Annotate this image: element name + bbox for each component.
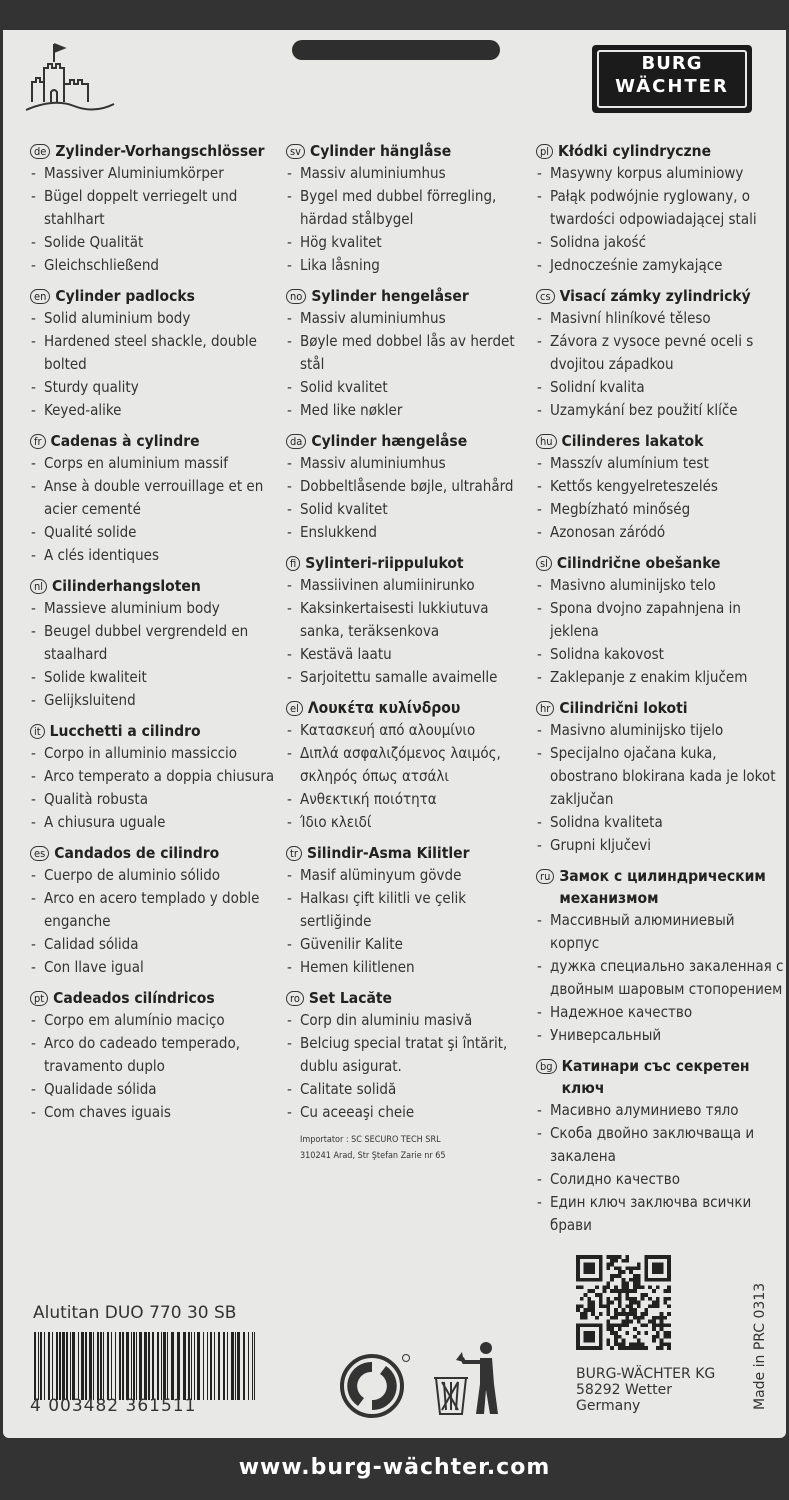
qr-code	[576, 1255, 671, 1350]
feature-item: - Corpo in alluminio massiccio	[30, 742, 280, 765]
section-heading	[30, 987, 280, 1009]
lang-section-en	[30, 285, 280, 422]
barcode-bar	[78, 1332, 79, 1400]
feature-item: - Arco do cadeado temperado, travamento duplo	[30, 1032, 280, 1078]
feature-item: - Corp din aluminiu masivă	[286, 1009, 536, 1032]
feature-item: - Calidad sólida	[30, 933, 280, 956]
section-title: Cilinderes lakatok	[561, 432, 704, 450]
section-title: Замок с цилиндрическим механизмом	[559, 867, 766, 907]
barcode-bar	[254, 1332, 255, 1400]
barcode-bar	[56, 1332, 58, 1400]
language-code-badge: bg	[536, 1059, 557, 1074]
feature-item: - Masivno aluminijsko telo	[536, 574, 786, 597]
feature-item: - Solid kvalitet	[286, 376, 536, 399]
section-title: Cylinder padlocks	[55, 287, 195, 305]
feature-item: - Solid kvalitet	[286, 498, 536, 521]
barcode-bar	[183, 1332, 186, 1400]
lang-section-ro	[286, 987, 536, 1124]
section-title: Silindir-Asma Kilitler	[306, 844, 470, 862]
language-column-3	[536, 140, 786, 1245]
feature-item: - Kettős kengyelreteszelés	[536, 475, 786, 498]
feature-item: - Pałąk podwójnie ryglowany, o twardości odpowiadającej stali	[536, 185, 786, 231]
feature-item: - Anse à double verrouillage et en acier cementé	[30, 475, 280, 521]
lang-section-da	[286, 430, 536, 544]
section-title: Candados de cilindro	[54, 844, 220, 862]
section-title: Sylinteri-riippulukot	[305, 554, 464, 572]
language-code-badge: fi	[286, 556, 300, 571]
feature-item: - Ανθεκτική ποιότητα	[286, 788, 536, 811]
barcode-bar	[131, 1332, 132, 1400]
section-title: Cilindrične obešanke	[556, 554, 721, 572]
feature-item: - Massiv aluminiumhus	[286, 452, 536, 475]
feature-item: - Kaksinkertaisesti lukkiutuva sanka, teräksenkova	[286, 597, 536, 643]
language-code-badge: it	[30, 724, 45, 739]
feature-item: - Spona dvojno zapahnjena in jeklena	[536, 597, 786, 643]
barcode-bar	[44, 1332, 45, 1400]
feature-item: - Gelijksluitend	[30, 689, 280, 712]
feature-item: - Grupni ključevi	[536, 834, 786, 857]
section-title: Sylinder hengelåser	[311, 287, 469, 305]
language-code-badge: ru	[536, 869, 554, 884]
language-code-badge: ro	[286, 991, 304, 1006]
feature-item: - Masivno aluminijsko tijelo	[536, 719, 786, 742]
feature-item: - Kestävä laatu	[286, 643, 536, 666]
feature-item: - Con llave igual	[30, 956, 280, 979]
lang-section-fi	[286, 552, 536, 689]
feature-item: - Masivní hliníkové těleso	[536, 307, 786, 330]
company-address	[576, 1366, 715, 1414]
feature-item: - Solidna kvaliteta	[536, 811, 786, 834]
lang-section-sl	[536, 552, 786, 689]
feature-item: - Hardened steel shackle, double bolted	[30, 330, 280, 376]
section-title: Λουκέτα κυλίνδρου	[307, 699, 461, 717]
feature-item: - Uzamykání bez použití klíče	[536, 399, 786, 422]
section-title: Zylinder-Vorhangschlösser	[55, 142, 265, 160]
language-column-2	[286, 140, 536, 1164]
lang-section-cs	[536, 285, 786, 422]
barcode-bar	[152, 1332, 154, 1400]
feature-item: - Specijalno ojačana kuka, obostrano blokirana kada je lokot zaključan	[536, 742, 786, 811]
language-code-badge: sv	[286, 144, 305, 159]
section-title: Set Lacăte	[308, 989, 393, 1007]
lang-section-es	[30, 842, 280, 979]
feature-item: - Bügel doppelt verriegelt und stahlhart	[30, 185, 280, 231]
barcode-bar	[119, 1332, 121, 1400]
feature-item: - Massiv aluminiumhus	[286, 307, 536, 330]
feature-item: - Διπλά ασφαλιζόμενος λαιμός, σκληρός όπως ατσάλι	[286, 742, 536, 788]
language-column-1	[30, 140, 280, 1132]
language-code-badge: no	[286, 289, 306, 304]
barcode-bar	[48, 1332, 50, 1400]
feature-item: - Масивно алуминиево тяло	[536, 1099, 786, 1122]
feature-item: - дужка специально закаленная с двойным шаровым стопорением	[536, 955, 786, 1001]
barcode-bar	[227, 1332, 228, 1400]
section-heading	[286, 987, 536, 1009]
feature-item: - Corpo em alumínio maciço	[30, 1009, 280, 1032]
company-country: Germany	[576, 1398, 641, 1414]
lang-section-sv	[286, 140, 536, 277]
feature-item: - Halkası çift kilitli ve çelik sertliğinde	[286, 887, 536, 933]
feature-item: - Массивный алюминиевый корпус	[536, 909, 786, 955]
product-model: Alutitan DUO 770 30 SB	[33, 1303, 237, 1323]
barcode-bar	[139, 1332, 142, 1400]
section-title: Lucchetti a cilindro	[49, 722, 201, 740]
barcode-bar	[188, 1332, 190, 1400]
language-code-badge: tr	[286, 846, 302, 861]
barcode-bar	[66, 1332, 68, 1400]
section-heading	[536, 285, 786, 307]
feature-item: - Qualità robusta	[30, 788, 280, 811]
barcode-bar	[194, 1332, 195, 1400]
barcode-bar	[252, 1332, 253, 1400]
website-url: www.burg-wächter.com	[238, 1455, 551, 1480]
barcode-bar	[89, 1332, 92, 1400]
feature-item: - Qualité solide	[30, 521, 280, 544]
made-in-text: Made in PRC 0313	[752, 1282, 768, 1410]
section-heading	[30, 575, 280, 597]
section-heading	[536, 865, 786, 909]
feature-item: - Един ключ заключва всички брави	[536, 1191, 786, 1237]
feature-item: - Zaklepanje z enakim ključem	[536, 666, 786, 689]
barcode-bar	[40, 1332, 42, 1400]
green-dot-icon	[338, 1350, 410, 1420]
feature-item: - Keyed-alike	[30, 399, 280, 422]
feature-item: - Massiv aluminiumhus	[286, 162, 536, 185]
barcode-bar	[107, 1332, 109, 1400]
feature-item: - Med like nøkler	[286, 399, 536, 422]
barcode-bar	[214, 1332, 215, 1400]
barcode-bar	[126, 1332, 129, 1400]
language-code-badge: de	[30, 144, 50, 159]
lang-section-tr	[286, 842, 536, 979]
feature-item: - Cu aceeaşi cheie	[286, 1101, 536, 1124]
feature-item: - Beugel dubbel vergrendeld en staalhard	[30, 620, 280, 666]
section-heading	[536, 1055, 786, 1099]
tidyman-icon	[428, 1338, 508, 1418]
barcode-bar	[111, 1332, 112, 1400]
feature-item: - Универсальный	[536, 1024, 786, 1047]
section-title: Cilinderhangsloten	[52, 577, 201, 595]
section-title: Катинари със секретен ключ	[561, 1057, 750, 1097]
section-title: Kłódki cylindryczne	[558, 142, 712, 160]
barcode-bar	[243, 1332, 245, 1400]
section-heading	[30, 285, 280, 307]
feature-item: - Solidní kvalita	[536, 376, 786, 399]
barcode-bar	[144, 1332, 147, 1400]
feature-item: - Hemen kilitlenen	[286, 956, 536, 979]
language-code-badge: nl	[30, 579, 47, 594]
barcode-bar	[34, 1332, 36, 1400]
language-code-badge: es	[30, 846, 49, 861]
barcode-bar	[38, 1332, 39, 1400]
section-heading	[286, 285, 536, 307]
feature-item: - Sarjoitettu samalle avaimelle	[286, 666, 536, 689]
section-heading	[30, 720, 280, 742]
feature-item: - Azonosan záródó	[536, 521, 786, 544]
section-heading	[536, 140, 786, 162]
barcode-bar	[70, 1332, 71, 1400]
feature-item: - Massiivinen alumiinirunko	[286, 574, 536, 597]
barcode-bar	[163, 1332, 166, 1400]
lang-section-ru	[536, 865, 786, 1047]
barcode-bar	[115, 1332, 116, 1400]
barcode-bar	[218, 1332, 220, 1400]
feature-item: - Massieve aluminium body	[30, 597, 280, 620]
feature-item: - Megbízható minőség	[536, 498, 786, 521]
section-title: Cadenas à cylindre	[50, 432, 200, 450]
feature-item: - Κατασκευή από αλουμίνιο	[286, 719, 536, 742]
section-heading	[286, 552, 536, 574]
feature-item: - Cuerpo de aluminio sólido	[30, 864, 280, 887]
language-code-badge: el	[286, 701, 303, 716]
logo-line2: WÄCHTER	[615, 76, 729, 97]
burg-waechter-logo	[592, 45, 752, 113]
barcode-bar	[191, 1332, 192, 1400]
barcode-bar	[97, 1332, 99, 1400]
section-title: Cylinder hængelåse	[311, 432, 468, 450]
barcode-bar	[167, 1332, 168, 1400]
hang-hole	[292, 40, 500, 60]
company-name: BURG-WÄCHTER KG	[576, 1366, 716, 1382]
section-heading	[286, 140, 536, 162]
barcode-bar	[72, 1332, 75, 1400]
language-code-badge: da	[286, 434, 306, 449]
barcode-bar	[122, 1332, 124, 1400]
feature-item: - Belciug special tratat şi întărit, dublu asigurat.	[286, 1032, 536, 1078]
feature-item: - Hög kvalitet	[286, 231, 536, 254]
barcode	[34, 1332, 260, 1400]
feature-item: - Solide kwaliteit	[30, 666, 280, 689]
feature-item: - Скоба двойно заключваща и закалена	[536, 1122, 786, 1168]
castle-icon	[24, 40, 116, 114]
section-title: Cylinder hänglåse	[310, 142, 452, 160]
barcode-bar	[81, 1332, 84, 1400]
barcode-bar	[148, 1332, 150, 1400]
barcode-bar	[231, 1332, 234, 1400]
barcode-bar	[171, 1332, 174, 1400]
feature-item: - Jednocześnie zamykające	[536, 254, 786, 277]
lang-section-fr	[30, 430, 280, 567]
feature-item: - Solidna kakovost	[536, 643, 786, 666]
feature-item: - A clés identiques	[30, 544, 280, 567]
feature-item: - Надежное качество	[536, 1001, 786, 1024]
barcode-bar	[93, 1332, 94, 1400]
section-title: Cilindrični lokoti	[559, 699, 688, 717]
feature-item: - Dobbeltlåsende bøjle, ultrahård	[286, 475, 536, 498]
language-code-badge: cs	[536, 289, 555, 304]
feature-item: - Qualidade sólida	[30, 1078, 280, 1101]
barcode-bar	[197, 1332, 200, 1400]
lang-section-hu	[536, 430, 786, 544]
barcode-bar	[177, 1332, 180, 1400]
section-heading	[30, 140, 280, 162]
barcode-bar	[52, 1332, 53, 1400]
lang-section-pl	[536, 140, 786, 277]
feature-item: - Com chaves iguais	[30, 1101, 280, 1124]
barcode-bar	[103, 1332, 104, 1400]
feature-item: - Solid aluminium body	[30, 307, 280, 330]
section-heading	[286, 697, 536, 719]
feature-item: - Gleichschließend	[30, 254, 280, 277]
company-city: 58292 Wetter	[576, 1382, 672, 1398]
section-heading	[536, 430, 786, 452]
feature-item: - A chiusura uguale	[30, 811, 280, 834]
section-heading	[30, 842, 280, 864]
barcode-bar	[136, 1332, 137, 1400]
feature-item: - Masywny korpus aluminiowy	[536, 162, 786, 185]
language-code-badge: en	[30, 289, 50, 304]
feature-item: - Ίδιο κλειδί	[286, 811, 536, 834]
feature-item: - Arco temperato a doppia chiusura	[30, 765, 280, 788]
barcode-bar	[133, 1332, 135, 1400]
language-code-badge: pt	[30, 991, 48, 1006]
feature-item: - Závora z vysoce pevné oceli s dvojitou západkou	[536, 330, 786, 376]
barcode-bar	[62, 1332, 65, 1400]
lang-section-de	[30, 140, 280, 277]
feature-item: - Bøyle med dobbel lås av herdet stål	[286, 330, 536, 376]
feature-item: - Solidna jakość	[536, 231, 786, 254]
feature-item: - Lika låsning	[286, 254, 536, 277]
logo-line1: BURG	[641, 53, 703, 74]
section-heading	[286, 842, 536, 864]
barcode-bar	[100, 1332, 102, 1400]
barcode-bar	[210, 1332, 212, 1400]
barcode-number: 4 003482 361511	[30, 1396, 197, 1416]
feature-item: - Massiver Aluminiumkörper	[30, 162, 280, 185]
lang-section-pt	[30, 987, 280, 1124]
barcode-bar	[157, 1332, 159, 1400]
lang-section-no	[286, 285, 536, 422]
barcode-bar	[223, 1332, 225, 1400]
feature-item: - Solide Qualität	[30, 231, 280, 254]
feature-item: - Masszív alumínium test	[536, 452, 786, 475]
section-title: Cadeados cilíndricos	[53, 989, 215, 1007]
importer-line: 310241 Arad, Str Ştefan Zarie nr 65	[300, 1151, 446, 1161]
barcode-bar	[207, 1332, 208, 1400]
barcode-bar	[161, 1332, 162, 1400]
lang-section-it	[30, 720, 280, 834]
feature-item: - Bygel med dubbel förregling, härdad stålbygel	[286, 185, 536, 231]
lang-section-el	[286, 697, 536, 834]
lang-section-nl	[30, 575, 280, 712]
feature-item: - Corps en aluminium massif	[30, 452, 280, 475]
barcode-bar	[235, 1332, 236, 1400]
language-code-badge: hu	[536, 434, 557, 449]
feature-item: - Arco en acero templado y doble enganche	[30, 887, 280, 933]
importer-line: Importator : SC SECURO TECH SRL	[300, 1135, 441, 1145]
section-heading	[536, 697, 786, 719]
section-title: Visací zámky zylindrický	[559, 287, 751, 305]
barcode-bar	[85, 1332, 87, 1400]
barcode-bar	[248, 1332, 249, 1400]
feature-item: - Sturdy quality	[30, 376, 280, 399]
section-heading	[536, 552, 786, 574]
language-code-badge: fr	[30, 434, 46, 449]
feature-item: - Güvenilir Kalite	[286, 933, 536, 956]
feature-item: - Enslukkend	[286, 521, 536, 544]
language-code-badge: hr	[536, 701, 554, 716]
section-heading	[30, 430, 280, 452]
barcode-bar	[237, 1332, 240, 1400]
feature-item: - Calitate solidă	[286, 1078, 536, 1101]
barcode-bar	[59, 1332, 61, 1400]
language-code-badge: pl	[536, 144, 553, 159]
barcode-bar	[203, 1332, 204, 1400]
section-heading	[286, 430, 536, 452]
lang-section-bg	[536, 1055, 786, 1237]
feature-item: - Солидно качество	[536, 1168, 786, 1191]
lang-section-hr	[536, 697, 786, 857]
language-code-badge: sl	[536, 556, 552, 571]
feature-item: - Masif alüminyum gövde	[286, 864, 536, 887]
